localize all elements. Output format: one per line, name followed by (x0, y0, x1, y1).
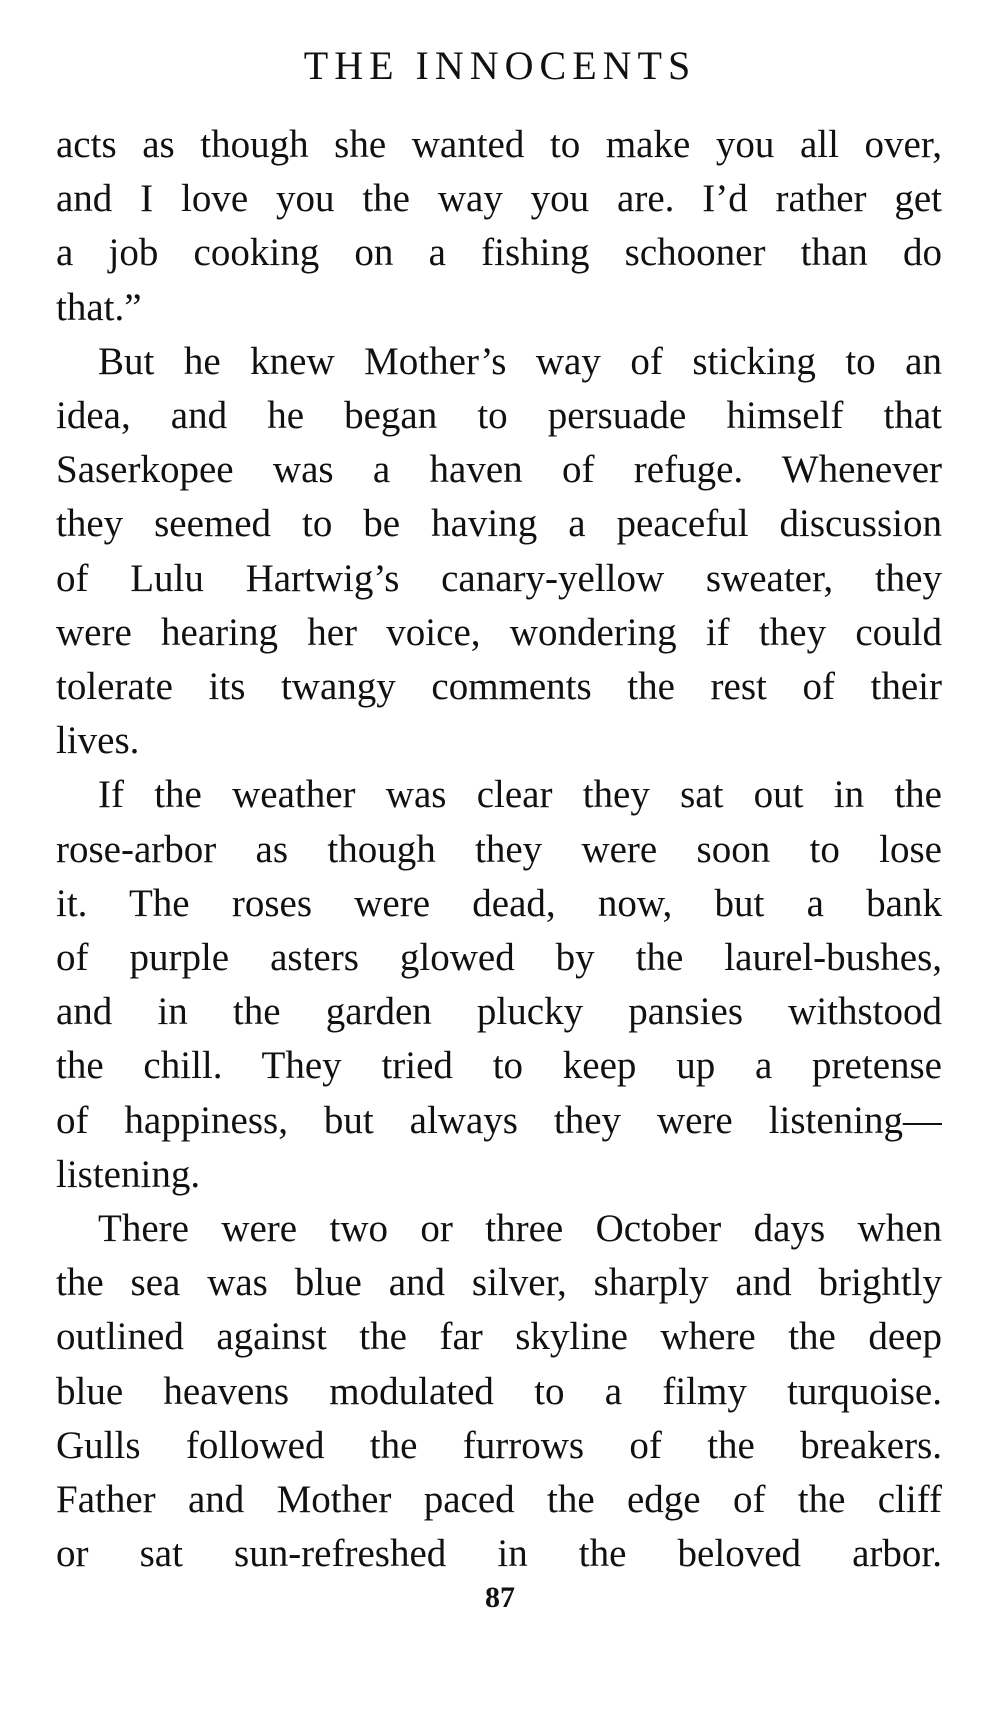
paragraph (56, 118, 942, 335)
text-line: and in the garden plucky pansies withstood (56, 990, 942, 1034)
text-line: idea, and he began to persuade himself that (56, 394, 942, 438)
body-text (56, 118, 942, 1581)
text-line: of happiness, but always they were listening— (56, 1098, 942, 1142)
text-line: and I love you the way you are. I’d rather get (56, 177, 942, 221)
paragraph (56, 768, 942, 1202)
text-line: Father and Mother paced the edge of the cliff (56, 1478, 942, 1522)
text-line: tolerate its twangy comments the rest of their (56, 665, 942, 709)
text-line: listening. (56, 1152, 201, 1196)
text-line: If the weather was clear they sat out in the (98, 773, 942, 817)
page-number: 87 (485, 1581, 515, 1614)
text-line: There were two or three October days when (98, 1207, 942, 1251)
text-line: they seemed to be having a peaceful discussion (56, 502, 942, 546)
text-line: lives. (56, 719, 140, 763)
text-line: that.” (56, 285, 142, 329)
text-line: blue heavens modulated to a filmy turquoise. (56, 1369, 942, 1413)
running-head: THE INNOCENTS (303, 43, 697, 88)
paragraph (56, 1202, 942, 1581)
text-line: the sea was blue and silver, sharply and brightly (56, 1261, 942, 1305)
text-line: or sat sun-refreshed in the beloved arbor. (56, 1532, 942, 1576)
text-line: a job cooking on a fishing schooner than do (56, 231, 942, 275)
text-line: it. The roses were dead, now, but a bank (56, 881, 942, 925)
text-line: But he knew Mother’s way of sticking to an (98, 339, 942, 383)
text-line: Gulls followed the furrows of the breakers. (56, 1423, 942, 1467)
text-line: outlined against the far skyline where the deep (56, 1315, 942, 1359)
paragraph (56, 335, 942, 769)
text-line: of purple asters glowed by the laurel-bushes, (56, 936, 942, 980)
text-line: the chill. They tried to keep up a pretense (56, 1044, 942, 1088)
text-line: were hearing her voice, wondering if they could (56, 610, 942, 654)
text-line: of Lulu Hartwig’s canary-yellow sweater, they (56, 556, 942, 600)
text-line: Saserkopee was a haven of refuge. Whenever (56, 448, 942, 492)
text-line: acts as though she wanted to make you all over, (56, 123, 942, 166)
text-line: rose-arbor as though they were soon to lose (56, 827, 942, 871)
